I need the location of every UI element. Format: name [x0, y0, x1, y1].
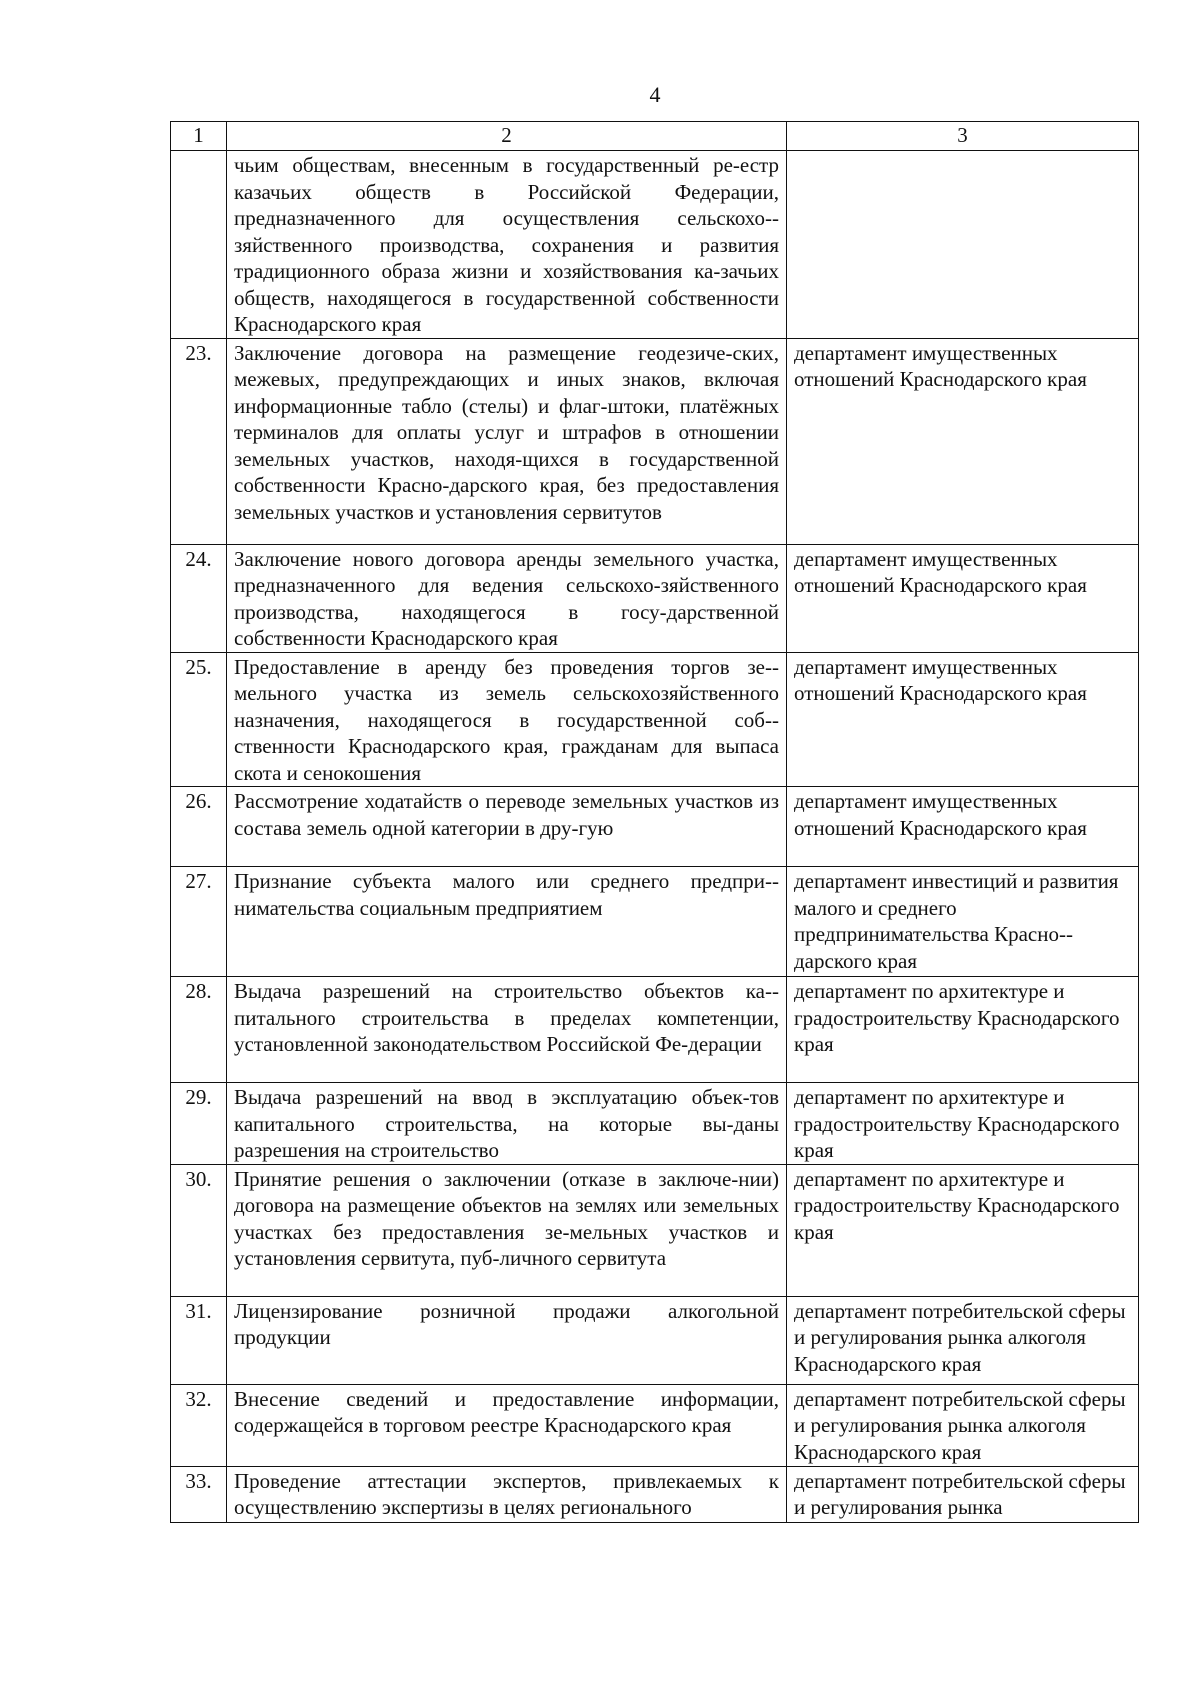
- responsible-department: департамент имущественных отношений Краснодарского края: [787, 544, 1139, 652]
- service-description: Внесение сведений и предоставление информации, содержащейся в торговом реестре Краснодарского края: [227, 1384, 787, 1466]
- row-number: 30.: [171, 1164, 227, 1296]
- row-number: 28.: [171, 977, 227, 1083]
- table-row: [171, 652, 1139, 787]
- table-row: [171, 1466, 1139, 1522]
- row-number: 25.: [171, 652, 227, 787]
- table-row: [171, 1164, 1139, 1296]
- table-row: [171, 1384, 1139, 1466]
- table-row: [171, 151, 1139, 339]
- row-number: 33.: [171, 1466, 227, 1522]
- service-description: чьим обществам, внесенным в государственный ре-естр казачьих обществ в Российской Федерации, предназначенного для осуществления сельскохо-зяйственного производства, сохранения и развития традиционного образа жизни и хозяйствования ка-зачьих обществ, находящегося в государственной собственности Краснодарского края: [227, 151, 787, 339]
- row-number: [171, 151, 227, 339]
- service-description: Заключение нового договора аренды земельного участка, предназначенного для ведения сельскохо-зяйственного производства, находящегося в госу-дарственной собственности Краснодарского края: [227, 544, 787, 652]
- row-number: 23.: [171, 338, 227, 544]
- row-number: 29.: [171, 1083, 227, 1165]
- table-row: [171, 977, 1139, 1083]
- table-row: [171, 867, 1139, 977]
- service-description: Выдача разрешений на строительство объектов ка-питального строительства в пределах компетенции, установленной законодательством Российской Фе-дерации: [227, 977, 787, 1083]
- table-row: [171, 544, 1139, 652]
- responsible-department: департамент по архитектуре и градостроительству Краснодарского края: [787, 1083, 1139, 1165]
- row-number: 26.: [171, 787, 227, 867]
- responsible-department: департамент имущественных отношений Краснодарского края: [787, 652, 1139, 787]
- responsible-department: департамент по архитектуре и градостроительству Краснодарского края: [787, 1164, 1139, 1296]
- table-row: [171, 1083, 1139, 1165]
- table-header-row: [171, 122, 1139, 151]
- service-description: Заключение договора на размещение геодезиче-ских, межевых, предупреждающих и иных знаков, включая информационные табло (стелы) и флаг-штоки, платёжных терминалов для оплаты услуг и штрафов в отношении земельных участков, находя-щихся в государственной собственности Красно-дарского края, без предоставления земельных участков и установления сервитутов: [227, 338, 787, 544]
- service-description: Рассмотрение ходатайств о переводе земельных участков из состава земель одной категории в дру-гую: [227, 787, 787, 867]
- service-description: Проведение аттестации экспертов, привлекаемых к осуществлению экспертизы в целях регионального: [227, 1466, 787, 1522]
- service-description: Выдача разрешений на ввод в эксплуатацию объек-тов капитального строительства, на которые вы-даны разрешения на строительство: [227, 1083, 787, 1165]
- responsible-department: [787, 151, 1139, 339]
- table-row: [171, 338, 1139, 544]
- row-number: 32.: [171, 1384, 227, 1466]
- table-row: [171, 787, 1139, 867]
- responsible-department: департамент потребительской сферы и регулирования рынка алкоголя Краснодарского края: [787, 1384, 1139, 1466]
- service-description: Предоставление в аренду без проведения торгов зе-мельного участка из земель сельскохозяйственного назначения, находящегося в государственной соб-ственности Краснодарского края, гражданам для выпаса скота и сенокошения: [227, 652, 787, 787]
- responsible-department: департамент по архитектуре и градостроительству Краснодарского края: [787, 977, 1139, 1083]
- row-number: 24.: [171, 544, 227, 652]
- responsible-department: департамент инвестиций и развития малого и среднего предпринимательства Красно-дарского края: [787, 867, 1139, 977]
- column-header-department: 3: [787, 122, 1139, 151]
- table-row: [171, 1296, 1139, 1384]
- responsible-department: департамент потребительской сферы и регулирования рынка: [787, 1466, 1139, 1522]
- services-table: [170, 121, 1139, 1523]
- row-number: 31.: [171, 1296, 227, 1384]
- responsible-department: департамент имущественных отношений Краснодарского края: [787, 787, 1139, 867]
- column-header-service: 2: [227, 122, 787, 151]
- service-description: Принятие решения о заключении (отказе в заключе-нии) договора на размещение объектов на землях или земельных участках без предоставления зе-мельных участков и установления сервитута, пуб-личного сервитута: [227, 1164, 787, 1296]
- service-description: Лицензирование розничной продажи алкогольной продукции: [227, 1296, 787, 1384]
- column-header-number: 1: [171, 122, 227, 151]
- page-number: 4: [649, 82, 661, 107]
- responsible-department: департамент имущественных отношений Краснодарского края: [787, 338, 1139, 544]
- service-description: Признание субъекта малого или среднего предпри-нимательства социальным предприятием: [227, 867, 787, 977]
- row-number: 27.: [171, 867, 227, 977]
- responsible-department: департамент потребительской сферы и регулирования рынка алкоголя Краснодарского края: [787, 1296, 1139, 1384]
